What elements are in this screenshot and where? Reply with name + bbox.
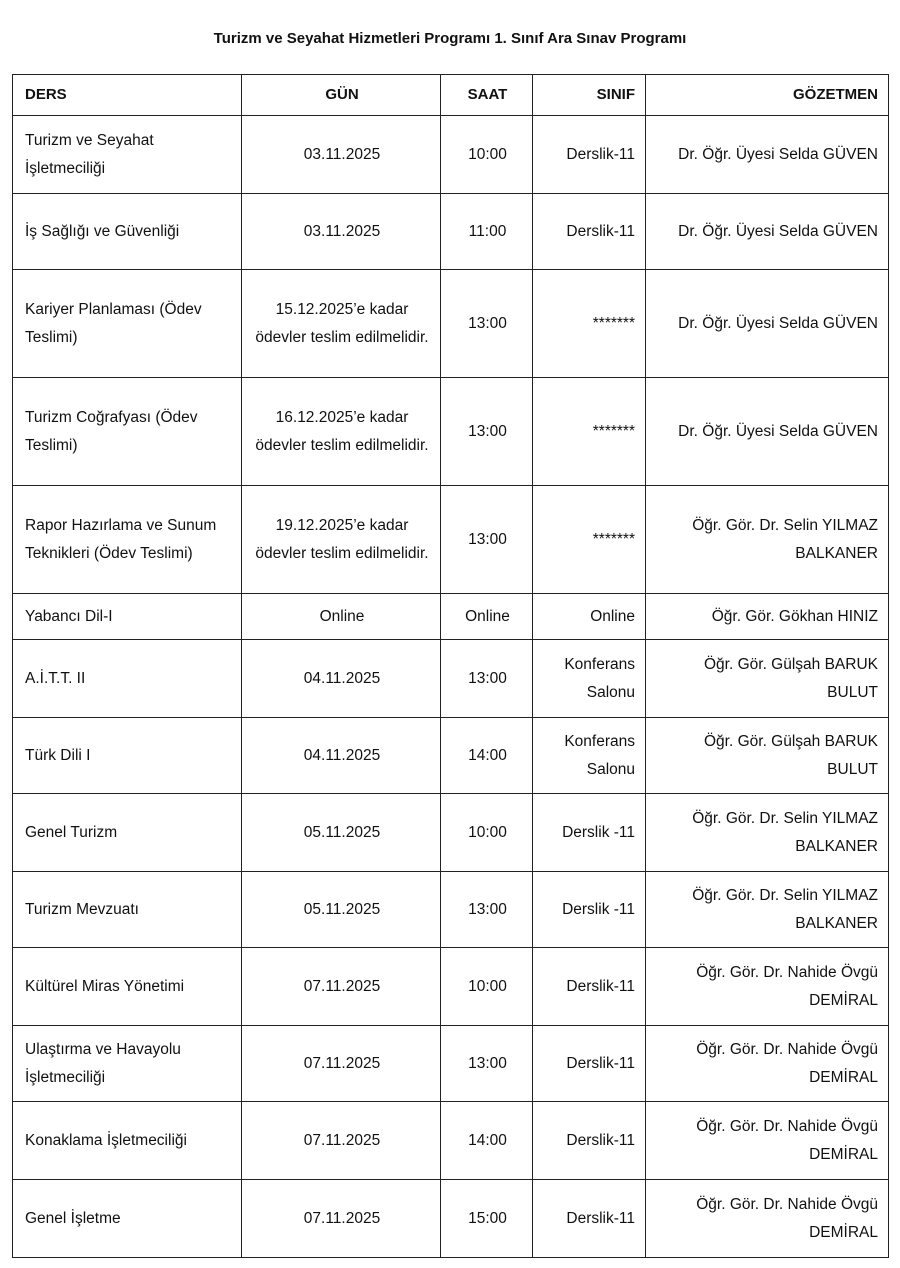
cell-saat: 13:00 <box>441 640 533 718</box>
cell-ders: Turizm Mevzuatı <box>13 872 242 948</box>
cell-gozetmen: Öğr. Gör. Dr. Selin YILMAZ BALKANER <box>646 872 889 948</box>
cell-saat: 14:00 <box>441 1102 533 1180</box>
cell-saat: 11:00 <box>441 194 533 270</box>
cell-gun: 16.12.2025’e kadar ödevler teslim edilmelidir. <box>242 378 441 486</box>
cell-sinif: Derslik-11 <box>533 1102 646 1180</box>
cell-ders: A.İ.T.T. II <box>13 640 242 718</box>
table-row <box>13 794 889 872</box>
table-row <box>13 872 889 948</box>
cell-ders: Kültürel Miras Yönetimi <box>13 948 242 1026</box>
header-ders: DERS <box>13 75 242 116</box>
cell-ders: Genel İşletme <box>13 1180 242 1258</box>
cell-gozetmen: Dr. Öğr. Üyesi Selda GÜVEN <box>646 116 889 194</box>
cell-ders: İş Sağlığı ve Güvenliği <box>13 194 242 270</box>
cell-gun: 05.11.2025 <box>242 794 441 872</box>
cell-saat: 13:00 <box>441 270 533 378</box>
cell-saat: 13:00 <box>441 872 533 948</box>
cell-sinif: ******* <box>533 486 646 594</box>
header-sinif: SINIF <box>533 75 646 116</box>
table-row <box>13 640 889 718</box>
cell-gun: 07.11.2025 <box>242 1180 441 1258</box>
cell-saat: 14:00 <box>441 718 533 794</box>
cell-ders: Turizm ve Seyahat İşletmeciliği <box>13 116 242 194</box>
cell-sinif: ******* <box>533 270 646 378</box>
cell-gozetmen: Öğr. Gör. Dr. Selin YILMAZ BALKANER <box>646 486 889 594</box>
cell-sinif: Derslik-11 <box>533 1026 646 1102</box>
cell-gun: 07.11.2025 <box>242 1102 441 1180</box>
cell-ders: Ulaştırma ve Havayolu İşletmeciliği <box>13 1026 242 1102</box>
page-title: Turizm ve Seyahat Hizmetleri Programı 1. Sınıf Ara Sınav Programı <box>213 30 687 47</box>
cell-gun: 05.11.2025 <box>242 872 441 948</box>
table-row <box>13 1102 889 1180</box>
cell-ders: Konaklama İşletmeciliği <box>13 1102 242 1180</box>
cell-gun: 15.12.2025’e kadar ödevler teslim edilmelidir. <box>242 270 441 378</box>
cell-gun: 07.11.2025 <box>242 948 441 1026</box>
cell-saat: 10:00 <box>441 794 533 872</box>
cell-gozetmen: Öğr. Gör. Dr. Nahide Övgü DEMİRAL <box>646 1102 889 1180</box>
table-row <box>13 1180 889 1258</box>
cell-saat: 13:00 <box>441 378 533 486</box>
table-body <box>13 116 889 1258</box>
cell-gozetmen: Öğr. Gör. Gülşah BARUK BULUT <box>646 640 889 718</box>
cell-gozetmen: Öğr. Gör. Dr. Nahide Övgü DEMİRAL <box>646 1026 889 1102</box>
table-row <box>13 378 889 486</box>
cell-gun: 03.11.2025 <box>242 194 441 270</box>
header-gozetmen: GÖZETMEN <box>646 75 889 116</box>
table-row <box>13 486 889 594</box>
cell-saat: 13:00 <box>441 1026 533 1102</box>
cell-sinif: Online <box>533 594 646 640</box>
cell-gun: Online <box>242 594 441 640</box>
table-row <box>13 594 889 640</box>
cell-sinif: Derslik-11 <box>533 1180 646 1258</box>
table-row <box>13 1026 889 1102</box>
cell-sinif: Derslik-11 <box>533 116 646 194</box>
exam-schedule-table <box>12 74 889 1258</box>
cell-saat: 15:00 <box>441 1180 533 1258</box>
cell-sinif: Konferans Salonu <box>533 718 646 794</box>
cell-saat: 13:00 <box>441 486 533 594</box>
cell-saat: 10:00 <box>441 116 533 194</box>
cell-gun: 03.11.2025 <box>242 116 441 194</box>
cell-gozetmen: Dr. Öğr. Üyesi Selda GÜVEN <box>646 270 889 378</box>
cell-ders: Türk Dili I <box>13 718 242 794</box>
cell-sinif: Derslik -11 <box>533 794 646 872</box>
cell-sinif: Derslik-11 <box>533 194 646 270</box>
cell-ders: Kariyer Planlaması (Ödev Teslimi) <box>13 270 242 378</box>
cell-gozetmen: Öğr. Gör. Dr. Nahide Övgü DEMİRAL <box>646 1180 889 1258</box>
cell-gozetmen: Öğr. Gör. Gülşah BARUK BULUT <box>646 718 889 794</box>
cell-sinif: Derslik -11 <box>533 872 646 948</box>
table-row <box>13 718 889 794</box>
cell-gozetmen: Öğr. Gör. Gökhan HINIZ <box>646 594 889 640</box>
cell-sinif: Derslik-11 <box>533 948 646 1026</box>
table-row <box>13 948 889 1026</box>
cell-ders: Yabancı Dil-I <box>13 594 242 640</box>
cell-ders: Turizm Coğrafyası (Ödev Teslimi) <box>13 378 242 486</box>
table-row <box>13 116 889 194</box>
cell-gun: 07.11.2025 <box>242 1026 441 1102</box>
table-row <box>13 194 889 270</box>
cell-gun: 04.11.2025 <box>242 718 441 794</box>
cell-gozetmen: Dr. Öğr. Üyesi Selda GÜVEN <box>646 194 889 270</box>
table-row <box>13 270 889 378</box>
cell-ders: Genel Turizm <box>13 794 242 872</box>
cell-saat: 10:00 <box>441 948 533 1026</box>
cell-gozetmen: Öğr. Gör. Dr. Nahide Övgü DEMİRAL <box>646 948 889 1026</box>
cell-gun: 19.12.2025’e kadar ödevler teslim edilmelidir. <box>242 486 441 594</box>
cell-sinif: ******* <box>533 378 646 486</box>
cell-gun: 04.11.2025 <box>242 640 441 718</box>
cell-gozetmen: Öğr. Gör. Dr. Selin YILMAZ BALKANER <box>646 794 889 872</box>
table-header-row <box>13 75 889 116</box>
cell-ders: Rapor Hazırlama ve Sunum Teknikleri (Ödev Teslimi) <box>13 486 242 594</box>
cell-saat: Online <box>441 594 533 640</box>
cell-sinif: Konferans Salonu <box>533 640 646 718</box>
header-gun: GÜN <box>242 75 441 116</box>
cell-gozetmen: Dr. Öğr. Üyesi Selda GÜVEN <box>646 378 889 486</box>
header-saat: SAAT <box>441 75 533 116</box>
